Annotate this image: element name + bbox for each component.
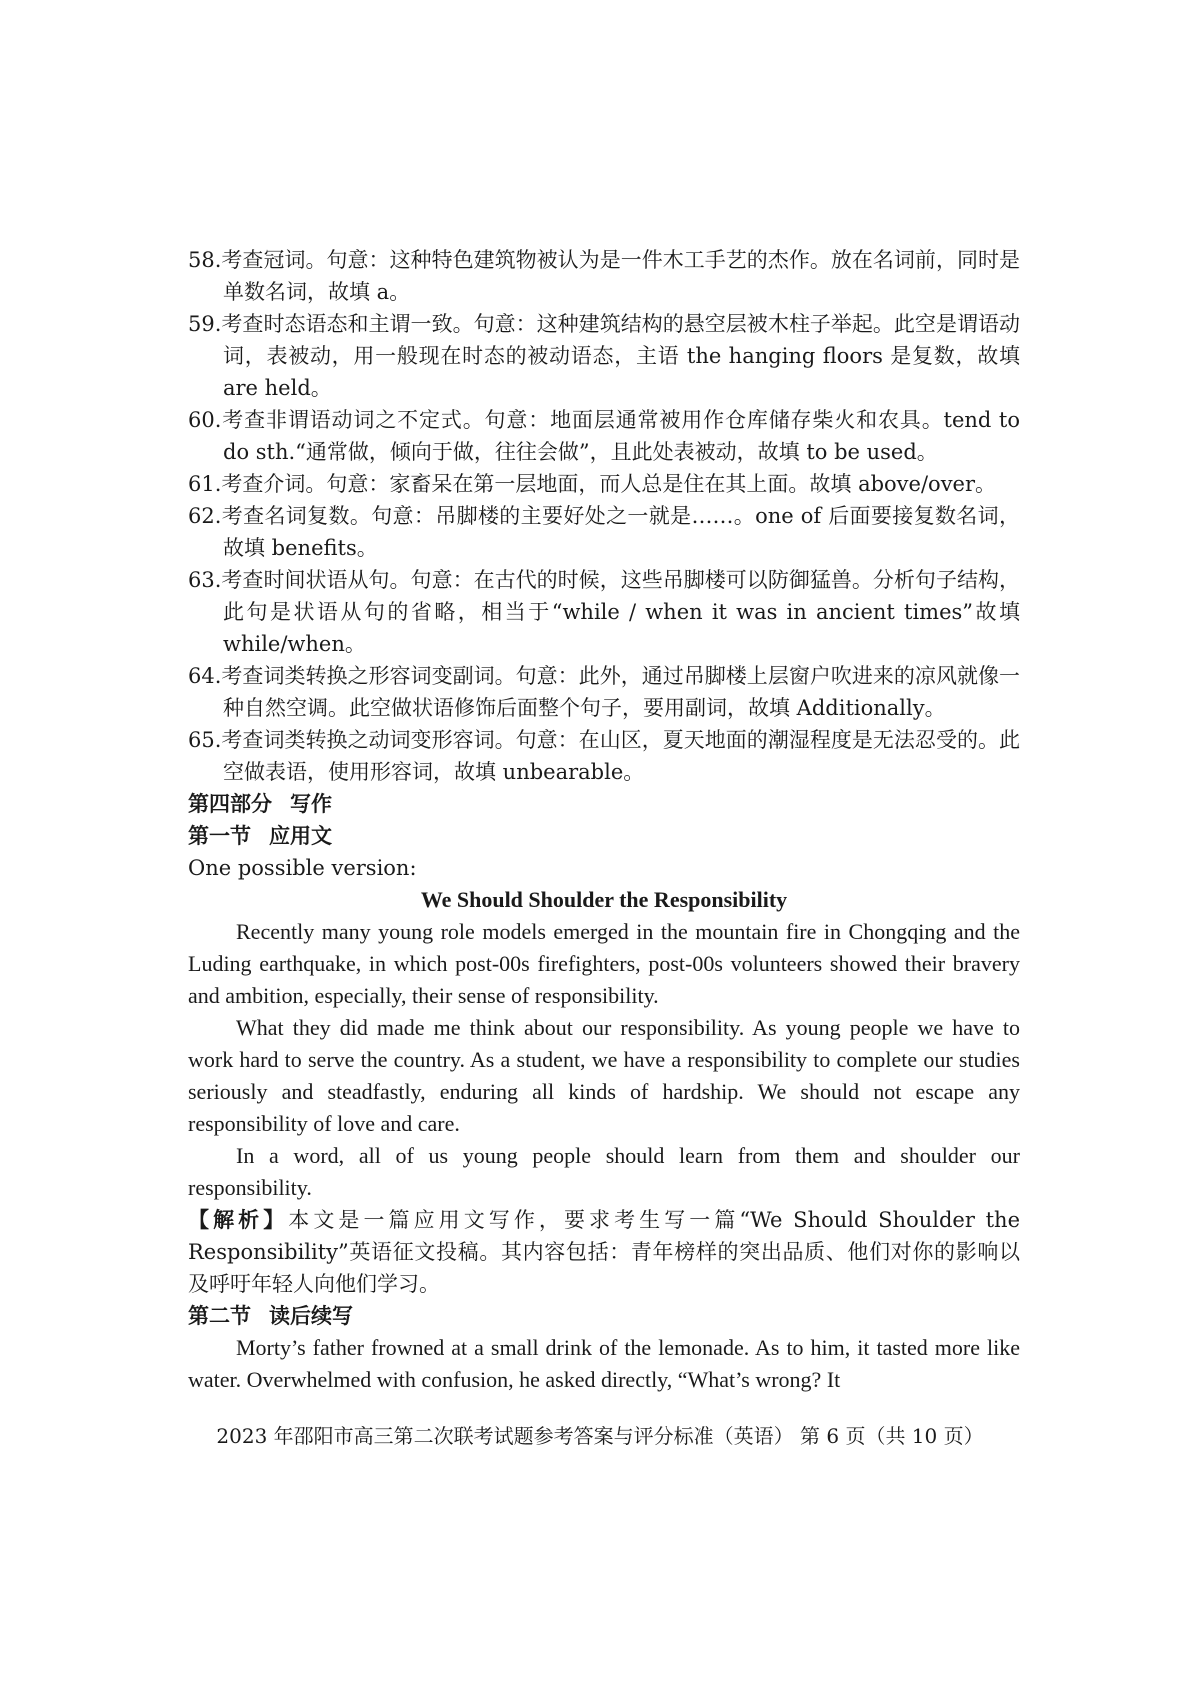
item-number: 60. [188, 408, 222, 432]
essay-paragraph: In a word, all of us young people should learn from them and shoulder our responsibility. [188, 1143, 1020, 1200]
continuation-paragraph: Morty’s father frowned at a small drink of the lemonade. As to him, it tasted more like water. Overwhelmed with confusion, he asked directly, “What’s wrong? It [188, 1335, 1020, 1392]
section-label: 第二节 [188, 1304, 251, 1328]
part-label: 第四部分 [188, 792, 272, 816]
page-content [188, 244, 1020, 1396]
analysis-tag: 【解析】 [188, 1208, 289, 1232]
answer-63 [188, 564, 1020, 660]
answer-61 [188, 468, 1020, 500]
item-number: 63. [188, 568, 222, 592]
item-number: 64. [188, 664, 222, 688]
answer-62 [188, 500, 1020, 564]
answer-58 [188, 244, 1020, 308]
item-text: 考查时间状语从句。句意：在古代的时候，这些吊脚楼可以防御猛兽。分析句子结构，此句是状语从句的省略，相当于“while / when it was in ancient times”故填 while/when。 [221, 568, 1020, 656]
item-text: 考查词类转换之形容词变副词。句意：此外，通过吊脚楼上层窗户吹进来的凉风就像一种自然空调。此空做状语修饰后面整个句子，要用副词，故填 Additionally。 [221, 664, 1020, 720]
item-number: 61. [188, 472, 222, 496]
part-heading [188, 788, 1020, 820]
item-number: 62. [188, 504, 222, 528]
part-name: 写作 [290, 792, 332, 816]
item-text: 考查词类转换之动词变形容词。句意：在山区，夏天地面的潮湿程度是无法忍受的。此空做表语，使用形容词，故填 unbearable。 [221, 728, 1020, 784]
possible-version-label: One possible version: [188, 856, 417, 880]
item-number: 59. [188, 312, 222, 336]
section-name: 读后续写 [269, 1304, 353, 1328]
section-name: 应用文 [269, 824, 332, 848]
answer-65 [188, 724, 1020, 788]
answer-59 [188, 308, 1020, 404]
essay-title: We Should Shoulder the Responsibility [420, 887, 788, 912]
item-text: 考查时态语态和主谓一致。句意：这种建筑结构的悬空层被木柱子举起。此空是谓语动词，表被动，用一般现在时态的被动语态，主语 the hanging floors 是复数，故填 are held。 [221, 312, 1020, 400]
section-heading-2 [188, 1300, 1020, 1332]
item-number: 65. [188, 728, 222, 752]
essay-paragraph: What they did made me think about our responsibility. As young people we have to work hard to serve the country. As a student, we have a responsibility to complete our studies seriously and steadfastly, enduring all kinds of hardship. We should not escape any responsibility of love and care. [188, 1015, 1020, 1136]
answer-60 [188, 404, 1020, 468]
section-label: 第一节 [188, 824, 251, 848]
item-number: 58. [188, 248, 222, 272]
item-text: 考查名词复数。句意：吊脚楼的主要好处之一就是……。one of 后面要接复数名词，故填 benefits。 [221, 504, 1020, 560]
page-footer: 2023 年邵阳市高三第二次联考试题参考答案与评分标准（英语） 第 6 页（共 10 页） [216, 1424, 984, 1448]
item-text: 考查非谓语动词之不定式。句意：地面层通常被用作仓库储存柴火和农具。tend to do sth.“通常做，倾向于做，往往会做”，且此处表被动，故填 to be used。 [221, 408, 1020, 464]
section-heading-1 [188, 820, 1020, 852]
essay-paragraph: Recently many young role models emerged in the mountain fire in Chongqing and the Luding earthquake, in which post-00s firefighters, post-00s volunteers showed their bravery and ambition, especially, their sense of responsibility. [188, 919, 1020, 1008]
item-text: 考查冠词。句意：这种特色建筑物被认为是一件木工手艺的杰作。放在名词前，同时是单数名词，故填 a。 [221, 248, 1020, 304]
analysis-block [188, 1204, 1020, 1300]
item-text: 考查介词。句意：家畜呆在第一层地面，而人总是住在其上面。故填 above/over。 [221, 472, 997, 496]
answer-64 [188, 660, 1020, 724]
analysis-text: 本文是一篇应用文写作，要求考生写一篇“We Should Shoulder the Responsibility”英语征文投稿。其内容包括：青年榜样的突出品质、他们对你的影响以及呼吁年轻人向他们学习。 [188, 1208, 1020, 1296]
